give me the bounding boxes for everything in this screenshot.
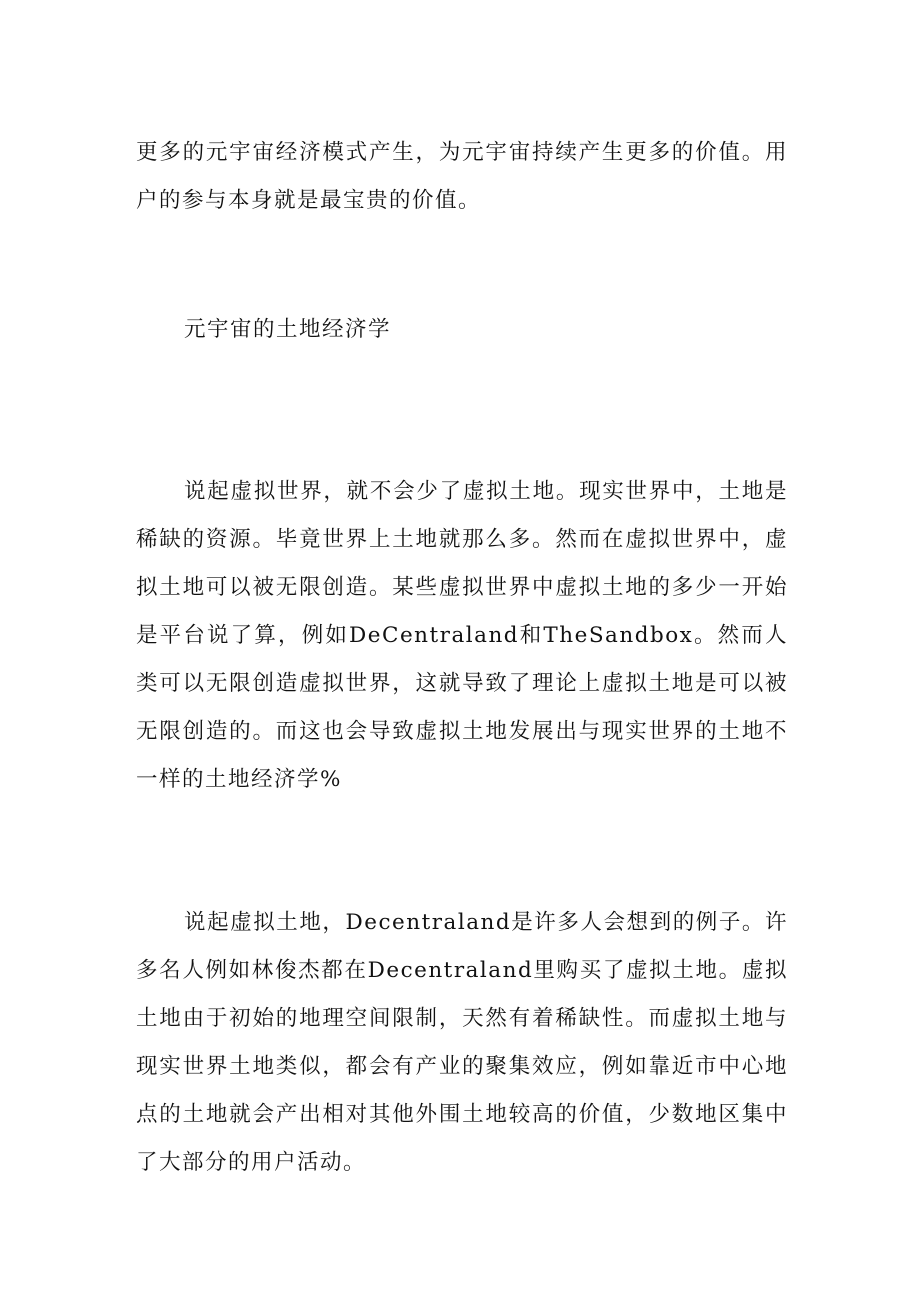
paragraph-continuation: 更多的元宇宙经济模式产生，为元宇宙持续产生更多的价值。用户的参与本身就是最宝贵的价值。 (136, 139, 788, 213)
paragraph-virtual-land: 说起虚拟世界，就不会少了虚拟土地。现实世界中，土地是稀缺的资源。毕竟世界上土地就那么多。然而在虚拟世界中，虚拟土地可以被无限创造。某些虚拟世界中虚拟土地的多少一开始是平台说了算，例如DeCentraland和TheSandbox。然而人类可以无限创造虚拟世界，这就导致了理论上虚拟土地是可以被无限创造的。而这也会导致虚拟土地发展出与现实世界的土地不一样的土地经济学% (136, 478, 788, 792)
section-heading: 元宇宙的土地经济学 (184, 317, 392, 342)
paragraph-decentraland: 说起虚拟土地，Decentraland是许多人会想到的例子。许多名人例如林俊杰都在Decentraland里购买了虚拟土地。虚拟土地由于初始的地理空间限制，天然有着稀缺性。而虚拟土地与现实世界土地类似，都会有产业的聚集效应，例如靠近市中心地点的土地就会产出相对其他外围土地较高的价值，少数地区集中了大部分的用户活动。 (136, 909, 788, 1175)
